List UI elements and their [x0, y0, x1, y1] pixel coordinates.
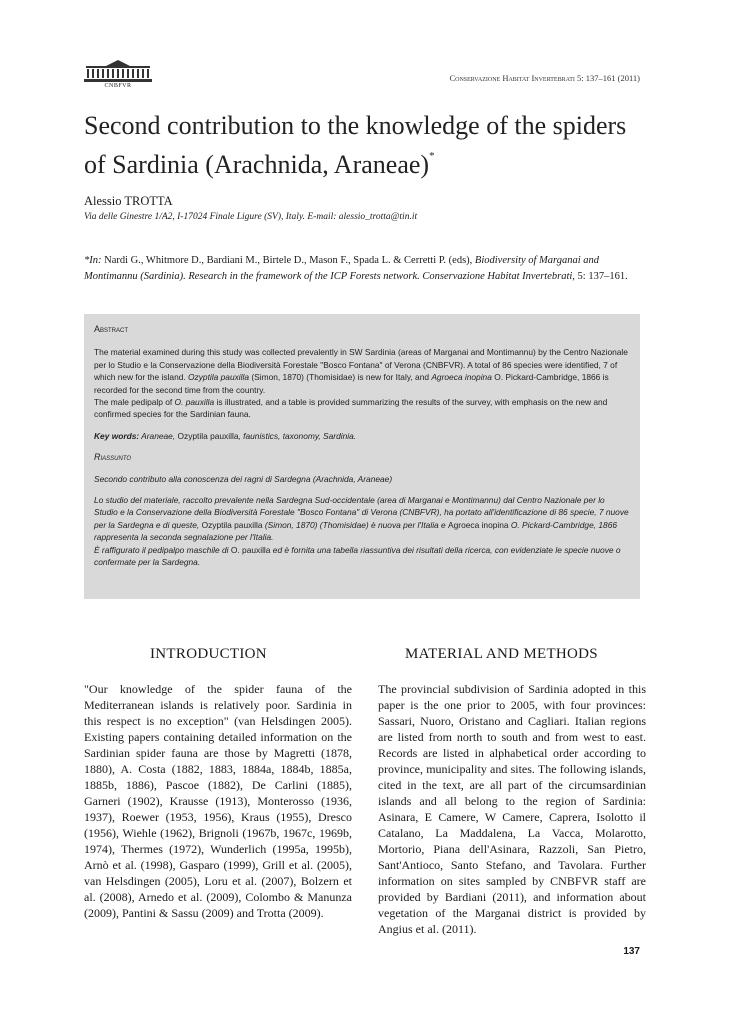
journal-citation: Conservazione Habitat Invertebrati 5: 137–161 (2011): [449, 73, 640, 83]
title-text: Second contribution to the knowledge of the spiders of Sardinia (Arachnida, Araneae): [84, 111, 627, 179]
abstract-box: [84, 314, 640, 599]
introduction-heading: INTRODUCTION: [150, 646, 267, 662]
in-book: Biodiversity of Marganai and Montimannu (Sardinia). Research in the framework of the ICP Forests network. Conservazione Habitat Invertebrati: [84, 255, 600, 282]
riassunto-paragraph-2: È raffigurato il pedipalpo maschile di O. pauxilla ed è fornita una tabella riassuntiva dei risultati della ricerca, con evidenziate le specie nuove o confermate per la Sardegna.: [94, 544, 621, 568]
methods-heading: MATERIAL AND METHODS: [405, 646, 598, 662]
title-footnote-mark: *: [429, 150, 435, 162]
keywords: Key words: Araneae, Ozyptila pauxilla, faunistics, taxonomy, Sardinia.: [94, 430, 357, 441]
cnbfvr-logo: [84, 60, 152, 89]
riassunto-title: Secondo contributo alla conoscenza dei ragni di Sardegna (Arachnida, Araneae): [94, 473, 393, 484]
in-prefix: *In:: [84, 255, 102, 266]
paper-title: [84, 110, 654, 180]
abstract-heading: Abstract: [94, 324, 129, 334]
building-icon: [84, 60, 152, 82]
author-affiliation: Via delle Ginestre 1/A2, I-17024 Finale Ligure (SV), Italy. E-mail: alessio_trotta@tin.it: [84, 212, 418, 222]
abstract-paragraph-1: The material examined during this study was collected prevalently in SW Sardinia (areas of Marganai and Montimannu) by the Centro Nazionale per lo Studio e la Conservazione della Biodiversità Forestale "Bosco Fontana" of Verona (CNBFVR). A total of 86 species were identified, 7 of which new for the island. Ozyptila pauxilla (Simon, 1870) (Thomisidae) is new for Italy, and Agroeca inopina O. Pickard-Cambridge, 1866 is recorded for the second time from the country.: [94, 347, 628, 395]
riassunto-heading: Riassunto: [94, 452, 132, 463]
methods-text: The provincial subdivision of Sardinia adopted in this paper is the one prior to 2005, with four provinces: Sassari, Nuoro, Oristano and Cagliari. Italian regions are listed from north to south and from west to east. Records are listed in alphabetical order according to province, municipality and sites. The following islands, cited in the text, are all part of the circumsardinian islands and all belong to the region of Sardinia: Asinara, E Camere, W Camere, Caprera, Isolotto il Catalano, La Maddalena, La Vacca, Molarotto, Mortorio, Piana dell'Asinara, Razzoli, San Pietro, Sant'Antioco, Santo Stefano, and Tavolara. Further information on sites sampled by CNBFVR staff are provided by Bardiani (2011), and information about vegetation of the Marganai district is provided by Angius et al. (2011).: [378, 682, 646, 936]
in-editors: Nardi G., Whitmore D., Bardiani M., Birtele D., Mason F., Spada L. & Cerretti P. (eds),: [101, 255, 475, 266]
riassunto-paragraph-1: Lo studio del materiale, raccolto prevalente nella Sardegna Sud-occidentale (area di Marganai e Montimannu) dal Centro Nazionale per lo Studio e la Conservazione della Biodiversità Forestale "Bosco Fontana" di Verona (CNBFVR), ha portato all'identificazione di 86 specie, 7 nuove per la Sardegna e di queste, Ozyptila pauxilla (Simon, 1870) (Thomisidae) è nuova per l'Italia e Agroeca inopina O. Pickard-Cambridge, 1866 rappresenta la seconda segnalazione per l'Italia.: [94, 495, 629, 543]
logo-caption: CNBFVR: [104, 83, 132, 89]
page-number: 137: [623, 946, 640, 957]
in-pages: , 5: 137–161.: [572, 271, 628, 282]
source-reference: [84, 253, 644, 285]
introduction-text: "Our knowledge of the spider fauna of the Mediterranean islands is relatively poor. Sardinia in this respect is no exception" (van Helsdingen 2005). Existing papers containing detailed information on the Sardinian spider fauna are those by Magretti (1878, 1880), A. Costa (1882, 1883, 1884a, 1884b, 1885a, 1885b, 1886), Pascoe (1882), De Carlini (1885), Garneri (1902), Krausse (1913), Monterosso (1936, 1937), Roewer (1953, 1956), Kraus (1955), Dresco (1956), Wiehle (1962), Brignoli (1967b, 1967c, 1969b, 1974), Thermes (1972), Wunderlich (1995a, 1995b), Arnò et al. (1998), Gasparo (1999), Grill et al. (2005), van Helsdingen (2005), Loru et al. (2007), Bolzern et al. (2008), Arnedo et al. (2009), Colombo & Manunza (2009), Pantini & Sassu (2009) and Trotta (2009).: [84, 682, 352, 920]
abstract-paragraph-2: The male pedipalp of O. pauxilla is illustrated, and a table is provided summarizing the results of the survey, with emphasis on the new and confirmed species for the Sardinian fauna.: [94, 397, 608, 420]
author-name: Alessio TROTTA: [84, 194, 173, 208]
